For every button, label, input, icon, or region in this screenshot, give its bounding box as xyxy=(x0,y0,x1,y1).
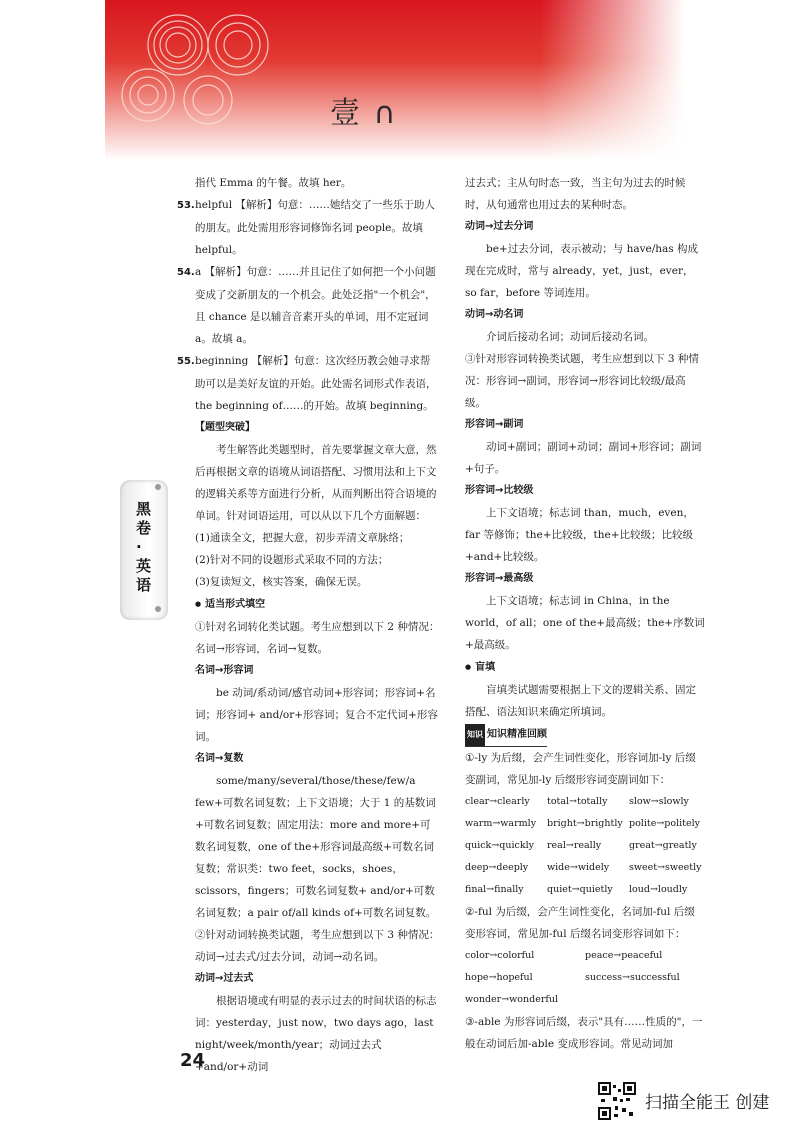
word-pair: loud→loudly xyxy=(629,884,688,895)
paragraph: ①针对名词转化类试题。考生应想到以下 2 种情况：名词→形容词，名词→复数。 xyxy=(195,621,440,655)
review-heading xyxy=(465,723,705,747)
subheading: 动词→过去式 xyxy=(195,973,254,984)
review-mark: 知识 xyxy=(465,724,485,746)
answer-item xyxy=(177,261,440,350)
ly-word-pairs xyxy=(465,791,705,901)
paragraph: ②针对动词转换类试题，考生应想到以下 3 种情况：动词→过去式/过去分词，动词→动名词。 xyxy=(195,929,440,963)
subheading: 名词→形容词 xyxy=(195,665,254,676)
item-text: helpful 【解析】句意：……她结交了一些乐于助人的朋友。此处需用形容词修饰名词 people。故填 helpful。 xyxy=(195,199,435,256)
word-pair: total→totally xyxy=(547,796,608,807)
side-tab-label: 黑卷·英语 xyxy=(136,500,152,594)
item-text: a 【解析】句意：……并且记住了如何把一个小问题变成了交新朋友的一个机会。此处泛指"一个机会"，且 chance 是以辅音音素开头的单词，用不定冠词 a。故填 a。 xyxy=(195,266,436,345)
paragraph: 介词后接动名词；动词后接动名词。 xyxy=(486,331,654,343)
paragraph: 过去式；主从句时态一致，当主句为过去的时候时，从句通常也用过去的某种时态。 xyxy=(465,177,686,211)
side-hole-icon xyxy=(155,484,161,490)
ornament-graphic xyxy=(108,0,298,150)
word-pair: final→finally xyxy=(465,884,524,895)
ful-word-pairs xyxy=(465,945,705,1011)
word-pair: warm→warmly xyxy=(465,818,537,829)
paragraph: be 动词/系动词/感官动词+形容词；形容词+名词；形容词+ and/or+形容词；复合不定代词+形容词。 xyxy=(195,687,438,743)
word-pair: wonder→wonderful xyxy=(465,994,559,1005)
word-pair: bright→brightly xyxy=(547,818,623,829)
header-fade xyxy=(540,0,685,160)
step-item: (2)针对不同的设题形式采取不同的方法； xyxy=(195,554,389,566)
step-item: (3)复读短文，核实答案，确保无误。 xyxy=(195,576,368,588)
word-pair: color→colorful xyxy=(465,950,535,961)
subheading: 动词→过去分词 xyxy=(465,221,534,232)
header-glyph: 壹 ∩ xyxy=(330,96,398,131)
subheading: 形容词→副词 xyxy=(465,419,524,430)
item-number: 53. xyxy=(177,200,195,211)
word-pair: deep→deeply xyxy=(465,862,529,873)
word-pair: real→really xyxy=(547,840,602,851)
item-text: beginning 【解析】句意：这次经历教会她寻求帮助可以是美好友谊的开始。此处需名词形式作表语，the beginning of……的开始。故填 beginning。 xyxy=(195,355,437,412)
breakthrough-title: 【题型突破】 xyxy=(195,422,255,433)
word-pair: peace→peaceful xyxy=(585,950,663,961)
paragraph: ①-ly 为后缀，会产生词性变化，形容词加-ly 后缀变副词，常见加-ly 后缀形容词变副词如下： xyxy=(465,752,696,786)
side-hole-icon xyxy=(155,606,161,612)
paragraph: 盲填类试题需要根据上下文的逻辑关系、固定搭配、语法知识来确定所填词。 xyxy=(465,684,696,718)
paragraph: 根据语境或有明显的表示过去的时间状语的标志词：yesterday，just now，two days ago，last night/week/month/year；动词过去式+and/or+动词 xyxy=(195,995,437,1073)
review-title-box xyxy=(465,724,547,747)
answer-item xyxy=(177,194,440,261)
paragraph: 动词+副词；副词+动词；副词+形容词；副词+句子。 xyxy=(465,441,702,475)
paragraph: some/many/several/those/these/few/a few+可数名词复数；上下文语境；大于 1 的基数词+可数名词复数；固定用法：more and more+可数名词复数，one of the+形容词最高级+可数名词复数；常识类：two feet，socks，shoes，scissors，fingers；可数名词复数+ and/or+可数名词复数；a pair of/all kinds of+可数名词复数。 xyxy=(195,775,437,919)
item-number: 55. xyxy=(177,356,195,367)
paragraph: ②-ful 为后缀，会产生词性变化，名词加-ful 后缀变形容词，常见加-ful 后缀名词变形容词如下： xyxy=(465,906,695,940)
paragraph: 上下文语境；标志词 in China，in the world，of all；one of the+最高级；the+序数词+最高级。 xyxy=(465,595,705,651)
section-heading: ● 盲填 xyxy=(465,656,705,679)
answer-item xyxy=(177,350,440,417)
answer-continuation: 指代 Emma 的午餐。故填 her。 xyxy=(195,177,352,189)
word-pair: slow→slowly xyxy=(629,796,689,807)
word-pair: success→successful xyxy=(585,972,680,983)
watermark-text: 扫描全能王 创建 xyxy=(645,1093,770,1113)
right-column xyxy=(465,172,705,1055)
page-number: 24 xyxy=(180,1050,206,1071)
word-pair: sweet→sweetly xyxy=(629,862,702,873)
word-pair: polite→politely xyxy=(629,818,700,829)
item-number: 54. xyxy=(177,267,195,278)
word-pair: great→greatly xyxy=(629,840,697,851)
word-pair: wide→widely xyxy=(547,862,610,873)
paragraph: 上下文语境；标志词 than，much，even，far 等修饰；the+比较级，the+比较级；比较级+and+比较级。 xyxy=(465,507,694,563)
section-heading: ● 适当形式填空 xyxy=(195,593,440,616)
subheading: 形容词→最高级 xyxy=(465,573,534,584)
review-title: 知识精准回顾 xyxy=(487,729,547,740)
word-pair: quiet→quietly xyxy=(547,884,613,895)
word-pair: hope→hopeful xyxy=(465,972,533,983)
breakthrough-intro: 考生解答此类题型时，首先要掌握文章大意，然后再根据文章的语境从词语搭配、习惯用法和上下文的逻辑关系等方面进行分析，从而判断出符合语境的单词。针对词语运用，可以从以下几个方面解题： xyxy=(195,444,437,522)
qr-code-icon xyxy=(598,1082,636,1120)
word-pair: clear→clearly xyxy=(465,796,530,807)
paragraph: ③针对形容词转换类试题，考生应想到以下 3 种情况：形容词→副词，形容词→形容词比较级/最高级。 xyxy=(465,353,699,409)
subheading: 名词→复数 xyxy=(195,753,244,764)
subheading: 动词→动名词 xyxy=(465,309,524,320)
step-item: (1)通读全文，把握大意，初步弄清文章脉络； xyxy=(195,532,410,544)
subheading: 形容词→比较级 xyxy=(465,485,534,496)
paragraph: ③-able 为形容词后缀，表示"具有……性质的"，一般在动词后加-able 变成形容词。常见动词加 xyxy=(465,1016,703,1050)
word-pair: quick→quickly xyxy=(465,840,534,851)
paragraph: be+过去分词，表示被动；与 have/has 构成现在完成时，常与 already，yet，just，ever，so far，before 等词连用。 xyxy=(465,243,699,299)
